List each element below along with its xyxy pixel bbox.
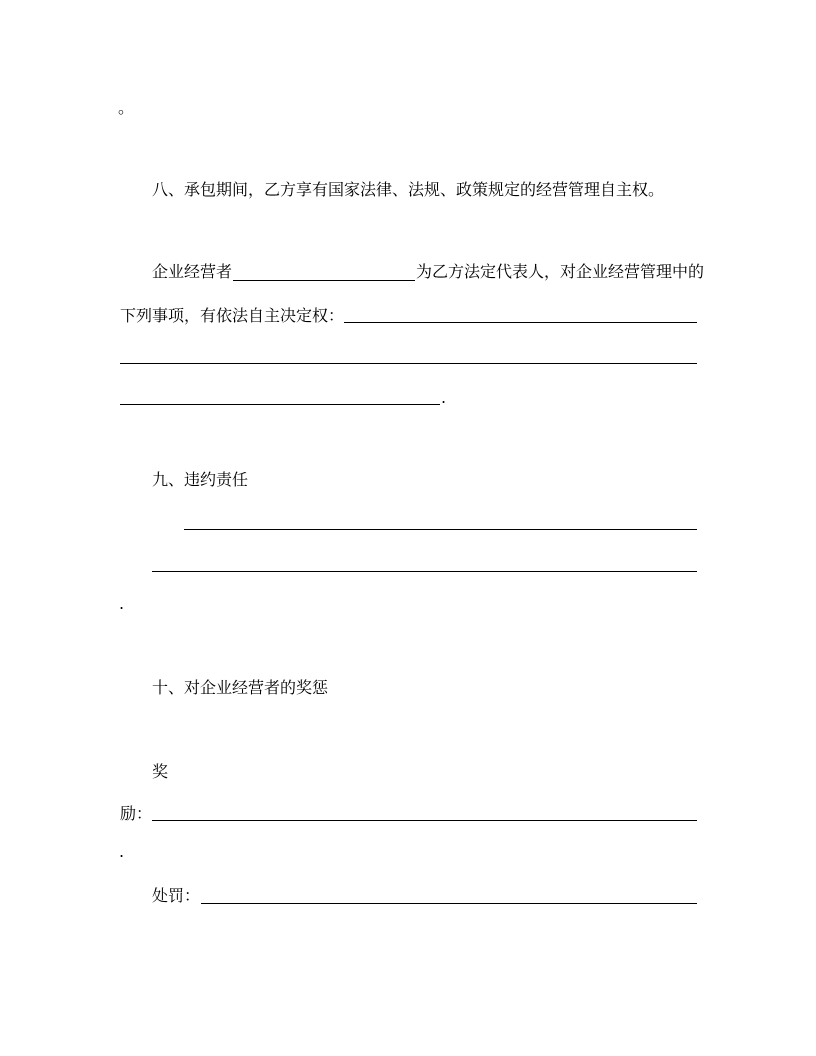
penalty-blank[interactable] xyxy=(201,903,697,904)
section-8-para-start: 企业经营者 xyxy=(152,262,233,281)
section-9-end-period: . xyxy=(119,594,125,613)
section-8-para-line2: 下列事项，有依法自主决定权： xyxy=(120,306,345,325)
section-8-end-period: . xyxy=(441,388,447,407)
penalty-label: 处罚： xyxy=(152,886,201,905)
manager-name-blank[interactable] xyxy=(233,280,415,281)
decision-items-blank-2[interactable] xyxy=(120,363,697,364)
section-8-heading: 八、承包期间，乙方享有国家法律、法规、政策规定的经营管理自主权。 xyxy=(152,180,665,199)
section-10-heading: 十、对企业经营者的奖惩 xyxy=(152,678,329,697)
top-period: 。 xyxy=(118,98,135,117)
breach-liability-blank-1[interactable] xyxy=(184,529,697,530)
reward-end-period: . xyxy=(119,842,125,861)
decision-items-blank-1[interactable] xyxy=(344,322,697,323)
section-8-para-mid: 为乙方法定代表人，对企业经营管理中的 xyxy=(416,262,705,281)
breach-liability-blank-2[interactable] xyxy=(152,571,697,572)
reward-blank[interactable] xyxy=(152,820,697,821)
section-9-heading: 九、违约责任 xyxy=(152,470,249,489)
decision-items-blank-3[interactable] xyxy=(120,404,440,405)
reward-label-char1: 奖 xyxy=(152,762,169,781)
reward-label-char2: 励： xyxy=(120,804,153,823)
